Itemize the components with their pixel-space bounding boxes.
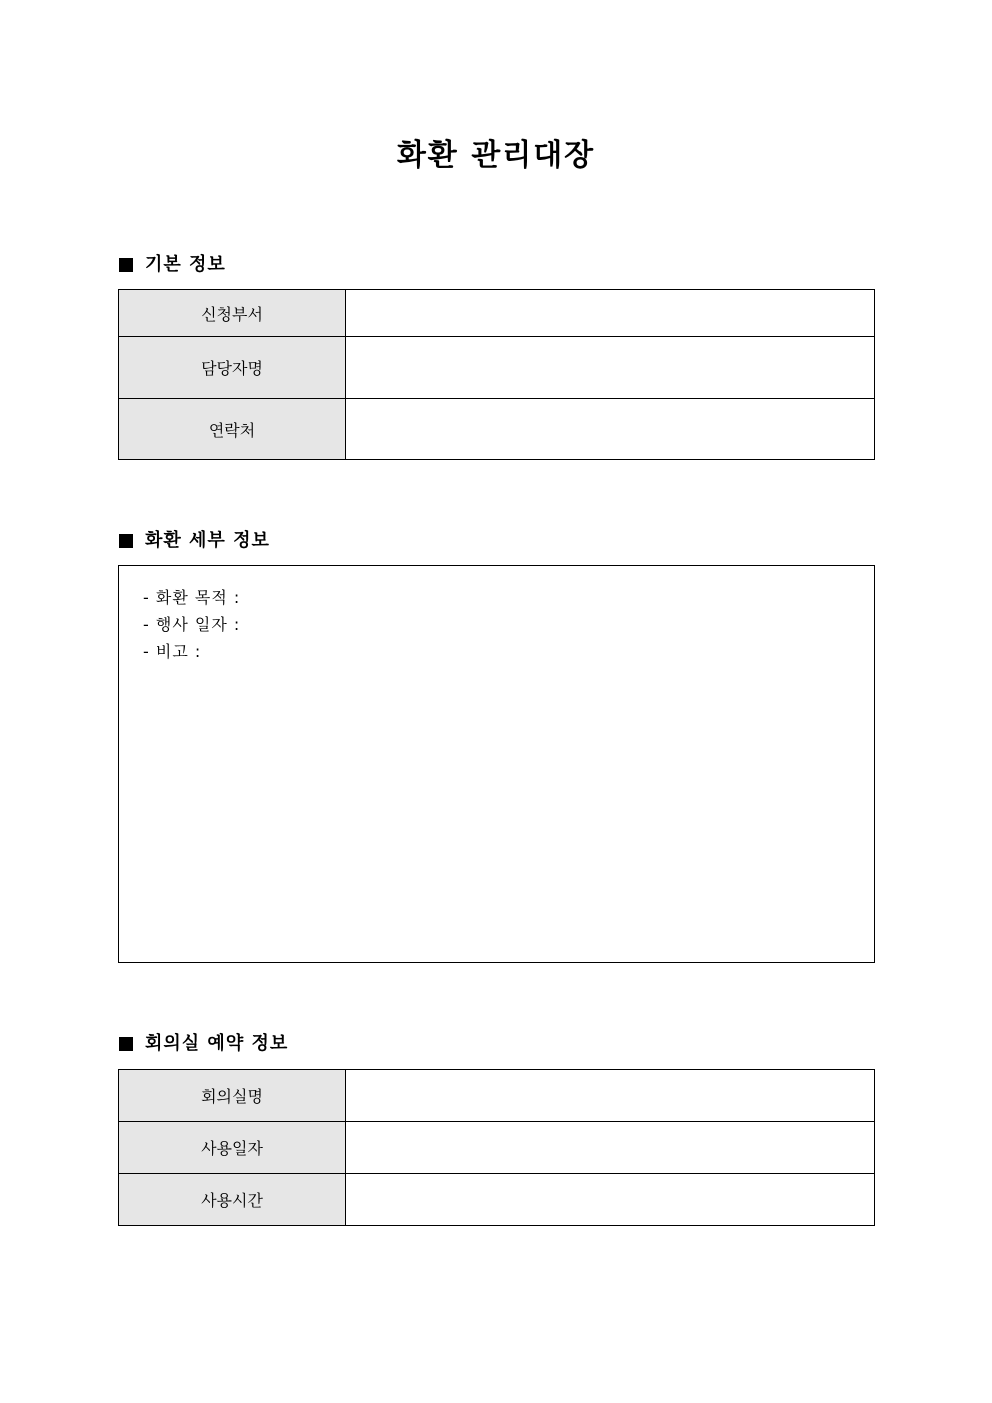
room-reservation-table — [118, 1069, 875, 1226]
square-bullet-icon — [119, 534, 133, 548]
contact-label: 연락처 — [119, 399, 346, 460]
table-row — [119, 399, 875, 460]
room-reservation-heading-text: 회의실 예약 정보 — [145, 1033, 289, 1054]
table-row — [119, 337, 875, 399]
manager-name-field[interactable] — [346, 337, 875, 399]
department-label: 신청부서 — [119, 290, 346, 337]
use-time-label: 사용시간 — [119, 1174, 346, 1226]
basic-info-table — [118, 289, 875, 460]
purpose-line: - 화환 목적 : — [143, 588, 241, 607]
table-row — [119, 1070, 875, 1122]
department-field[interactable] — [346, 290, 875, 337]
manager-name-label: 담당자명 — [119, 337, 346, 399]
use-date-label: 사용일자 — [119, 1122, 346, 1174]
use-date-field[interactable] — [346, 1122, 875, 1174]
wreath-details-heading — [119, 528, 270, 554]
page-title: 화환 관리대장 — [396, 138, 596, 173]
wreath-details-box[interactable] — [118, 565, 875, 963]
room-name-field[interactable] — [346, 1070, 875, 1122]
contact-field[interactable] — [346, 399, 875, 460]
table-row — [119, 1174, 875, 1226]
room-reservation-heading — [119, 1031, 288, 1057]
remarks-line: - 비고 : — [143, 642, 202, 661]
table-row — [119, 290, 875, 337]
basic-info-heading — [119, 252, 226, 278]
basic-info-heading-text: 기본 정보 — [145, 254, 226, 275]
square-bullet-icon — [119, 1037, 133, 1051]
square-bullet-icon — [119, 258, 133, 272]
event-date-line: - 행사 일자 : — [143, 615, 241, 634]
use-time-field[interactable] — [346, 1174, 875, 1226]
wreath-details-heading-text: 화환 세부 정보 — [145, 530, 270, 551]
room-name-label: 회의실명 — [119, 1070, 346, 1122]
table-row — [119, 1122, 875, 1174]
